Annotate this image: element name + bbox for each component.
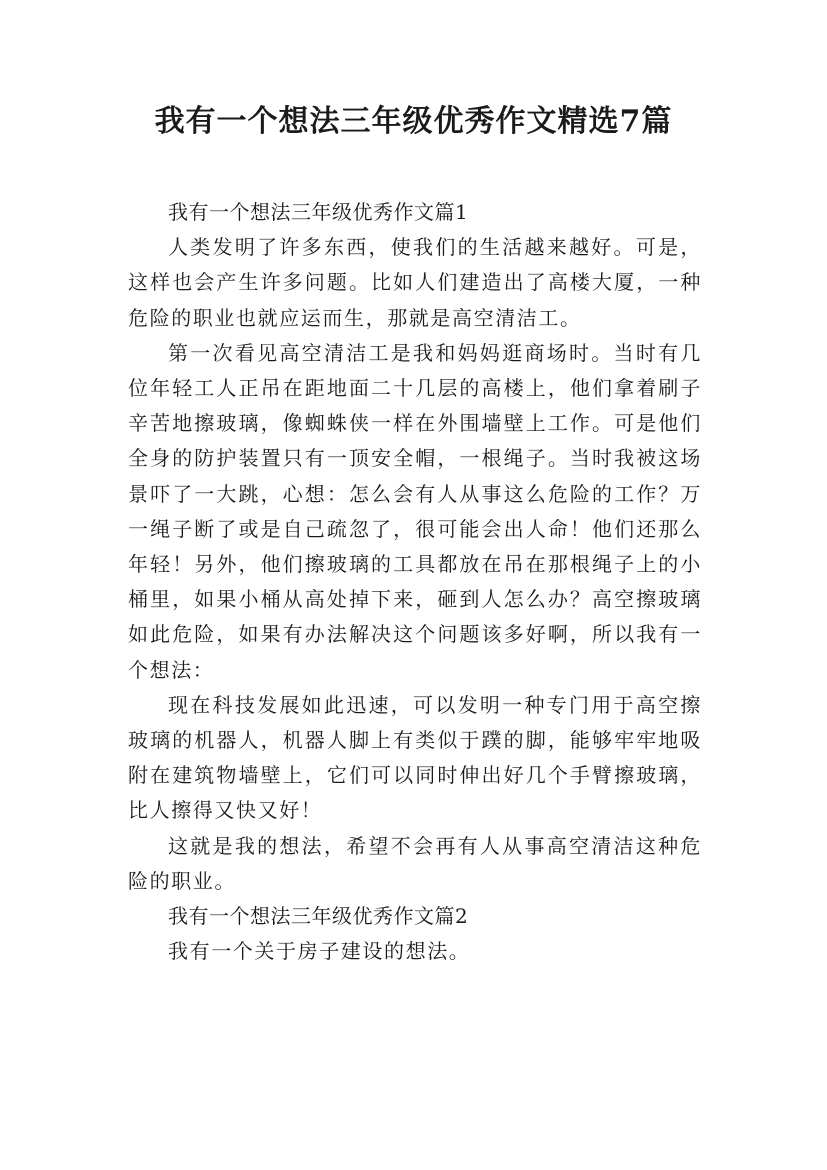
paragraph: 这就是我的想法，希望不会再有人从事高空清洁这种危险的职业。 bbox=[128, 833, 702, 893]
section-heading-1: 我有一个想法三年级优秀作文篇1 bbox=[168, 200, 469, 224]
paragraph: 现在科技发展如此迅速，可以发明一种专门用于高空擦玻璃的机器人，机器人脚上有类似于蹼的脚，能够牢牢地吸附在建筑物墙壁上，它们可以同时伸出好几个手臂擦玻璃，比人擦得又快又好！ bbox=[128, 692, 702, 823]
paragraph: 第一次看见高空清洁工是我和妈妈逛商场时。当时有几位年轻工人正吊在距地面二十几层的高楼上，他们拿着刷子辛苦地擦玻璃，像蜘蛛侠一样在外围墙壁上工作。可是他们全身的防护装置只有一顶安全帽，一根绳子。当时我被这场景吓了一大跳，心想：怎么会有人从事这么危险的工作？万一绳子断了或是自己疏忽了，很可能会出人命！他们还那么年轻！另外，他们擦玻璃的工具都放在吊在那根绳子上的小桶里，如果小桶从高处掉下来，砸到人怎么办？高空擦玻璃如此危险，如果有办法解决这个问题该多好啊，所以我有一个想法： bbox=[128, 340, 702, 682]
paragraph: 人类发明了许多东西，使我们的生活越来越好。可是，这样也会产生许多问题。比如人们建造出了高楼大厦，一种危险的职业也就应运而生，那就是高空清洁工。 bbox=[128, 235, 702, 330]
document-body bbox=[128, 195, 702, 969]
paragraph: 我有一个关于房子建设的想法。 bbox=[168, 939, 471, 964]
document-title: 我有一个想法三年级优秀作文精选7篇 bbox=[154, 104, 673, 139]
section-heading-2: 我有一个想法三年级优秀作文篇2 bbox=[168, 904, 469, 929]
